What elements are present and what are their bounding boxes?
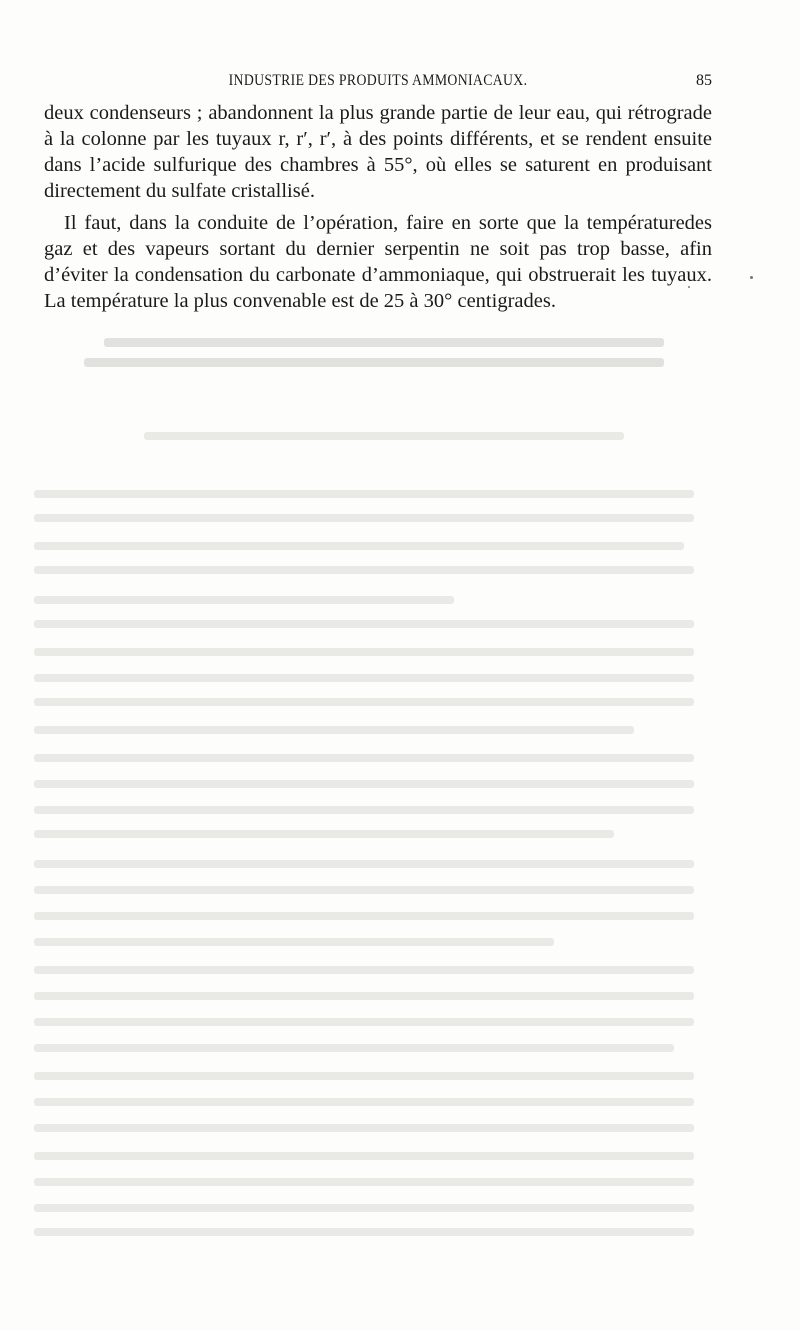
paragraph: deux condenseurs ; abandonnent la plus grande partie de leur eau, qui rétrograde à la colonne par les tuyaux r, r′, r′, à des points différents, et se rendent ensuite dans l’acide sulfurique des chambres à 55°, où elles se saturent en produisant directement du sulfate cristallisé. <box>44 102 712 202</box>
running-head: INDUSTRIE DES PRODUITS AMMONIACAUX. <box>228 72 528 89</box>
show-through-text <box>34 300 714 1250</box>
body-text <box>44 100 712 314</box>
page-number: 85 <box>696 72 712 89</box>
page-header <box>44 72 712 96</box>
paragraph: Il faut, dans la conduite de l’opération, faire en sorte que la températuredes gaz et des vapeurs sortant du dernier serpentin ne soit pas trop basse, afin d’éviter la condensation du carbonate d’ammoniaque, qui obstruerait les tuyaux. La température la plus convenable est de 25 à 30° centigrades. <box>44 212 712 312</box>
page-speck <box>750 276 753 279</box>
